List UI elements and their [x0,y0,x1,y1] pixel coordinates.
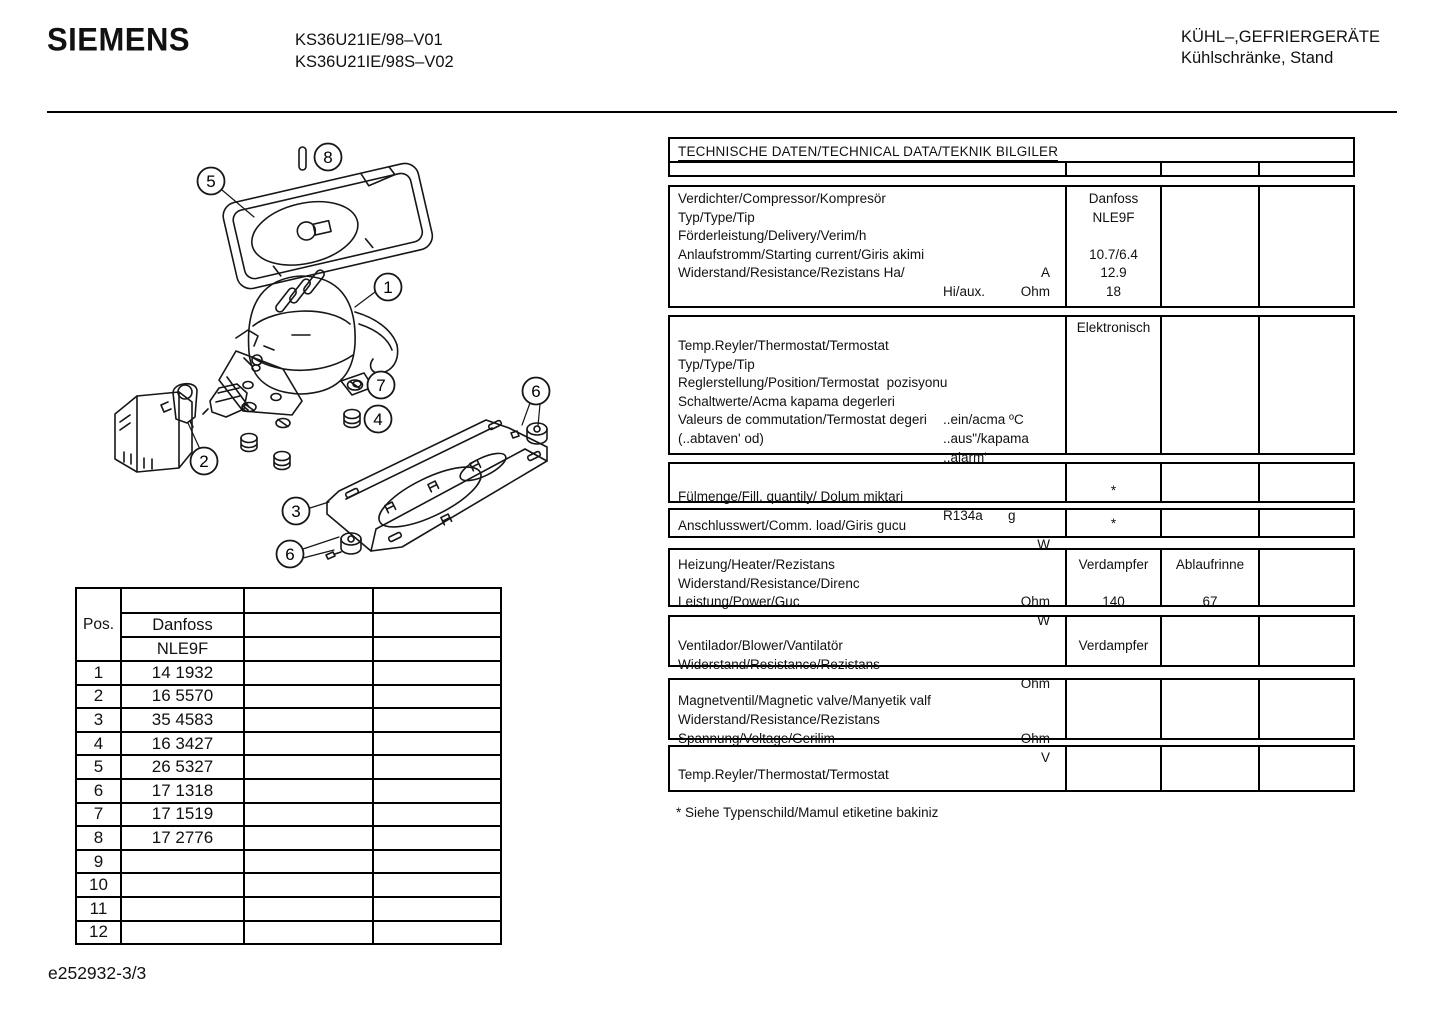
parts-pos-cell: 11 [76,897,121,921]
parts-empty-cell [373,588,501,613]
parts-number-cell: 17 2776 [121,826,244,850]
tech-row [670,374,1065,393]
starter-relay-part [161,384,248,427]
tech-value-col-1 [1067,680,1160,748]
tech-value-line [1067,655,1160,674]
tech-section-fill-quantity [668,462,1355,523]
tech-label: Widerstand/Resistance/Rezistans Ha/ [678,265,905,281]
parts-number-cell: 14 1932 [121,661,244,685]
tech-value-line [1162,375,1258,394]
parts-number-cell [121,873,244,897]
parts-pos-cell: 9 [76,850,121,874]
exploded-parts-diagram [40,130,600,600]
parts-number-cell: 17 1519 [121,803,244,827]
tech-section-heater [668,548,1355,628]
tech-label: Leistung/Power/Guc [678,594,800,609]
tech-label: Widerstand/Resistance/Rezistans [678,712,880,727]
parts-number-cell: 16 3427 [121,732,244,756]
tech-unit: W [1037,536,1050,552]
tech-label: Widerstand/Resistance/Rezistans [678,657,880,672]
tech-value-col-2 [1162,680,1258,748]
parts-brand-cell [121,588,244,613]
base-plate-part [327,420,547,551]
tech-table-title-row [668,137,1355,163]
callout-6-bottom: 6 [285,545,295,564]
tech-label: Verdichter/Compressor/Kompresör [678,191,886,206]
tech-label: Temp.Reyler/Thermostat/Termostat [678,338,889,353]
tech-value-line [1067,227,1160,246]
parts-empty-cell [373,897,501,921]
tech-label: Heizung/Heater/Rezistans [678,557,835,572]
tech-label: Ventilador/Blower/Vantilatör [678,638,843,653]
tech-value-line: * [1110,483,1117,498]
tech-value-line: Danfoss [1088,191,1139,206]
tech-label-column [670,680,1065,765]
tech-value-line [1162,765,1258,784]
tech-label: Typ/Type/Tip [678,356,755,372]
tech-value-line [1162,338,1258,357]
tech-row [670,430,1065,465]
tech-value-col-1 [1067,464,1160,500]
tech-section-magnetic-valve [668,678,1355,765]
parts-empty-cell [373,850,501,874]
parts-empty-cell [373,708,501,732]
parts-empty-cell [373,803,501,827]
parts-number-cell: 17 1318 [121,779,244,803]
model-number-1: KS36U21IE/98–V01 [295,31,443,49]
tech-value-line: Ablaufrinne [1175,557,1245,572]
tech-value-col-1 [1067,747,1160,784]
column-divider [1258,509,1260,537]
callout-8: 8 [323,148,333,167]
tech-label: Magnetventil/Magnetic valve/Manyetik valf [678,693,931,708]
tech-row [670,337,1065,356]
parts-number-cell [121,921,244,945]
tech-section-thermostat [668,315,1355,465]
tech-value-col-2 [1162,464,1258,500]
tech-sublabel: ..aus"/kapama [943,430,1029,446]
tech-unit: V [1040,750,1050,765]
technical-data-table [668,137,1355,857]
parts-table-row [76,685,501,709]
tech-value-line [1162,515,1258,534]
tech-value-line: Verdampfer [1078,557,1149,572]
tech-unit: g [1008,508,1016,523]
tech-row [670,691,1065,710]
tech-value-line: 140 [1102,594,1125,609]
tech-section-thermostat-2 [668,745,1355,792]
tech-label: Schaltwerte/Acma kapama degerleri [678,393,895,409]
parts-empty-cell [373,826,501,850]
callout-4: 4 [373,410,383,429]
tech-value-col-2 [1162,747,1258,784]
parts-pos-cell: 12 [76,921,121,945]
callout-1: 1 [383,278,393,297]
tech-label: Valeurs de commutation/Termostat degeri [678,412,927,428]
tech-value-line [1162,283,1258,302]
tech-value-line [1067,710,1160,729]
parts-empty-cell [244,779,373,803]
parts-header-row [76,588,501,613]
tech-value-line [1162,575,1258,594]
tech-row [670,517,1065,552]
tech-row [670,356,1065,375]
tech-value-line [1162,393,1258,412]
tech-row [670,190,1065,209]
parts-empty-cell [244,685,373,709]
tech-value-line [1162,691,1258,710]
tech-label-column [670,317,1065,465]
product-category [1181,27,1380,69]
tech-unit: A [1040,265,1050,281]
parts-number-cell [121,850,244,874]
parts-table-row [76,921,501,945]
tech-value-line: 10.7/6.4 [1089,246,1138,262]
tech-value-line [1162,246,1258,265]
parts-empty-cell [244,732,373,756]
tech-label: Widerstand/Resistance/Direnc [678,575,860,591]
header-divider [47,111,1397,113]
parts-number-cell: 26 5327 [121,755,244,779]
tech-value-line: 18 [1105,283,1122,299]
tech-value-col-1 [1067,317,1160,338]
tech-label: Typ/Type/Tip [678,209,755,225]
mounting-tray-part [220,161,435,292]
tech-label-column [670,510,1065,552]
column-divider [1258,616,1260,666]
tech-row [670,227,1065,246]
tech-value-col-2 [1162,510,1258,534]
tech-label: (..abtaven' od) [678,430,764,446]
tech-label-column [670,747,1065,784]
parts-pos-cell: 6 [76,779,121,803]
tech-value-col-2 [1162,617,1258,674]
tech-value-line: Elektronisch [1076,320,1151,335]
callout-6-right: 6 [531,382,541,401]
column-divider [1258,679,1260,739]
callout-5: 5 [206,172,216,191]
parts-empty-cell [244,661,373,685]
parts-pos-cell: 10 [76,873,121,897]
tech-row [670,636,1065,655]
parts-empty-cell [244,588,373,613]
tech-value-line: Verdampfer [1078,638,1149,653]
model-number-2: KS36U21IE/98S–V02 [295,53,454,71]
parts-empty-cell [244,897,373,921]
parts-brand-cell: NLE9F [121,637,244,661]
parts-pos-cell: 8 [76,826,121,850]
parts-table-row [76,732,501,756]
tech-value-line [1067,765,1160,784]
parts-empty-cell [373,661,501,685]
parts-brand-cell: Danfoss [121,613,244,637]
tech-value-line [1162,481,1258,500]
column-divider [1258,316,1260,454]
tech-label: Temp.Reyler/Thermostat/Termostat [678,767,889,782]
parts-table-row [76,708,501,732]
callout-2: 2 [199,452,209,471]
tech-value-line [1162,264,1258,283]
tech-unit: Ohm [1020,731,1050,746]
tech-unit: Ohm [1020,283,1050,299]
tech-sublabel: Hi/aux. [943,283,986,299]
parts-empty-cell [373,637,501,661]
tech-value-line [1162,655,1258,674]
tech-label: Anschlusswert/Comm. load/Giris gucu [678,518,907,533]
parts-pos-cell: 3 [76,708,121,732]
tech-sublabel: ..alarm' [943,449,987,465]
document-number: e252932-3/3 [48,963,147,983]
callout-7: 7 [376,376,386,395]
tech-row [670,655,1065,691]
tech-value-col-2 [1162,550,1258,612]
tech-section-compressor [668,185,1355,308]
tech-label-column [670,617,1065,691]
tech-value-line: 12.9 [1100,265,1127,281]
parts-table-row [76,755,501,779]
tech-value-line [1162,710,1258,729]
parts-empty-cell [373,613,501,637]
tech-unit: Ohm [1020,676,1050,691]
parts-pos-header: Pos. [76,588,121,661]
tech-label: Fülmenge/Fill. quantily/ Dolum miktari [678,489,904,504]
column-divider [1258,549,1260,606]
tech-value-line [1162,319,1258,338]
parts-empty-cell [244,637,373,661]
parts-empty-cell [373,732,501,756]
model-numbers [295,29,454,73]
tech-row [670,283,1065,302]
parts-number-cell: 35 4583 [121,708,244,732]
column-divider [1258,186,1260,307]
tech-value-col-1 [1067,617,1160,674]
parts-empty-cell [373,685,501,709]
parts-number-cell [121,897,244,921]
tech-row [670,556,1065,575]
tech-value-line [1067,575,1160,594]
tech-value-line: * [1110,516,1117,531]
tech-table-footnote: * Siehe Typenschild/Mamul etiketine bakiniz [676,805,939,820]
tech-value-line [1162,412,1258,431]
tech-table-spacer-row [668,161,1355,177]
parts-empty-cell [244,826,373,850]
tech-value-line [1067,691,1160,710]
callout-markers [191,144,550,568]
relay-cover-part [115,392,192,472]
parts-empty-cell [244,613,373,637]
tech-value-col-2 [1162,187,1258,302]
tech-value-line [1162,636,1258,655]
tech-unit: Ohm [1020,594,1050,609]
parts-empty-cell [373,779,501,803]
parts-pos-cell: 5 [76,755,121,779]
column-divider [1258,746,1260,791]
tech-value-line [1162,209,1258,228]
parts-empty-cell [244,803,373,827]
tech-value-line [1162,227,1258,246]
tech-value-line: 67 [1202,594,1218,609]
tech-row [670,593,1065,628]
callout-3: 3 [291,502,301,521]
parts-table-row [76,826,501,850]
parts-table-row [76,661,501,685]
parts-number-cell: 16 5570 [121,685,244,709]
parts-empty-cell [373,873,501,897]
tech-value-col-2 [1162,317,1258,431]
parts-table-row [76,873,501,897]
tech-value-col-1 [1067,550,1160,612]
tech-label: Spannung/Voltage/Gerilim [678,731,835,746]
tech-value-line [1162,190,1258,209]
tech-label-column [670,550,1065,628]
parts-table [75,587,502,945]
column-divider [1258,463,1260,502]
parts-header-row [76,637,501,661]
parts-pos-cell: 4 [76,732,121,756]
parts-table-row [76,850,501,874]
tech-label: Förderleistung/Delivery/Verim/h [678,228,867,244]
tech-label: Anlaufstromm/Starting current/Giris akimi [678,246,925,262]
tech-unit: W [1037,612,1050,628]
parts-empty-cell [244,850,373,874]
tech-value-col-1 [1067,187,1160,302]
pin-part [299,147,306,170]
parts-empty-cell [244,873,373,897]
tech-section-connected-load [668,508,1355,552]
parts-table-row [76,803,501,827]
parts-empty-cell [244,921,373,945]
tech-row [670,487,1065,523]
tech-row [670,765,1065,784]
tech-value-line [1162,356,1258,375]
tech-value-line: NLE9F [1092,209,1135,225]
tech-table-title: TECHNISCHE DATEN/TECHNICAL DATA/TEKNIK BILGILER [678,144,1059,159]
parts-pos-cell: 1 [76,661,121,685]
tech-label-column [670,464,1065,523]
tech-section-blower [668,615,1355,691]
tech-label: Reglerstellung/Position/Termostat pozisyonu [678,375,948,391]
category-line-1: KÜHL–,GEFRIERGERÄTE [1181,28,1380,46]
parts-empty-cell [244,708,373,732]
parts-table-row [76,779,501,803]
parts-empty-cell [373,921,501,945]
parts-table-row [76,897,501,921]
category-line-2: Kühlschränke, Stand [1181,49,1334,67]
parts-empty-cell [373,755,501,779]
tech-label-column [670,187,1065,302]
parts-header-row [76,613,501,637]
siemens-logo: SIEMENS [47,21,191,58]
parts-pos-cell: 7 [76,803,121,827]
tech-row [670,209,1065,228]
tech-value-col-1 [1067,510,1160,534]
parts-pos-cell: 2 [76,685,121,709]
tech-sublabel: R134a [943,508,983,523]
tech-sublabel: ..ein/acma ºC [943,412,1024,428]
parts-empty-cell [244,755,373,779]
